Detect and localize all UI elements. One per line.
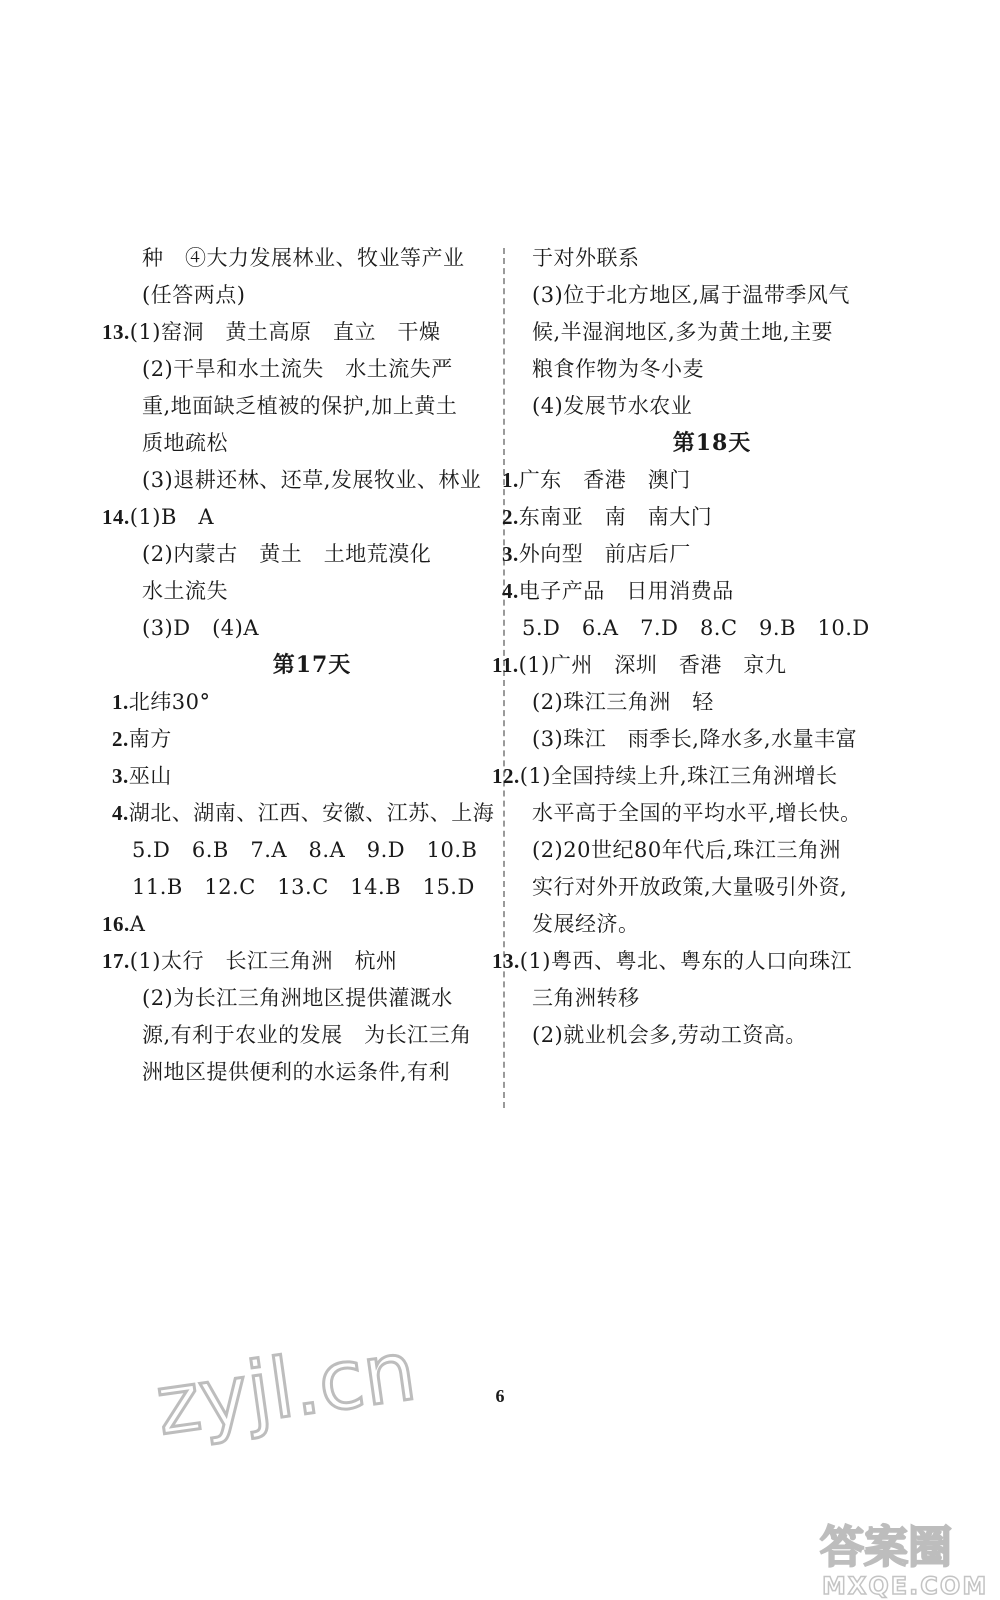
right-line bbox=[522, 388, 902, 425]
right-line bbox=[522, 1017, 902, 1054]
question-number: 13. bbox=[492, 949, 520, 973]
answer-text: 源,有利于农业的发展 为长江三角 bbox=[142, 1023, 472, 1047]
right-line bbox=[502, 499, 902, 536]
question-number: 13. bbox=[102, 320, 130, 344]
left-line bbox=[132, 869, 492, 906]
right-line bbox=[502, 536, 902, 573]
column-divider bbox=[503, 248, 505, 1108]
answer-text: 湖北、湖南、江西、安徽、江苏、上海 bbox=[128, 801, 495, 825]
right-line bbox=[522, 906, 902, 943]
answer-text: 种 ④大力发展林业、牧业等产业 bbox=[142, 246, 465, 270]
left-line bbox=[132, 462, 492, 499]
right-line bbox=[522, 314, 902, 351]
left-column bbox=[102, 240, 495, 1091]
watermark-corner-text: 答案圈 bbox=[820, 1522, 952, 1573]
right-line bbox=[522, 869, 902, 906]
left-line bbox=[102, 943, 492, 980]
left-line bbox=[132, 832, 492, 869]
left-line bbox=[132, 425, 492, 462]
answer-text: (2)就业机会多,劳动工资高。 bbox=[532, 1023, 807, 1047]
left-line bbox=[112, 795, 495, 832]
answer-text: 巫山 bbox=[128, 764, 172, 788]
answer-text: 11.B 12.C 13.C 14.B 15.D bbox=[132, 875, 475, 899]
left-line bbox=[132, 277, 492, 314]
answer-text: 于对外联系 bbox=[532, 246, 640, 270]
question-number: 14. bbox=[102, 505, 130, 529]
right-line bbox=[522, 980, 902, 1017]
section-title-day-17: 第17天 bbox=[272, 652, 352, 678]
answer-text: A bbox=[129, 912, 146, 936]
left-line bbox=[132, 388, 492, 425]
question-number: 12. bbox=[492, 764, 520, 788]
question-number: 3. bbox=[502, 542, 519, 566]
question-number: 11. bbox=[492, 653, 519, 677]
left-line bbox=[132, 980, 492, 1017]
right-line bbox=[492, 758, 902, 795]
left-line bbox=[102, 499, 492, 536]
answer-text: 电子产品 日用消费品 bbox=[518, 579, 734, 603]
question-number: 2. bbox=[112, 727, 129, 751]
left-line bbox=[132, 240, 492, 277]
answer-text: (1)B A bbox=[129, 505, 215, 529]
right-line bbox=[522, 610, 902, 647]
watermark-text: zyjl.cn bbox=[150, 1323, 422, 1454]
right-line bbox=[522, 832, 902, 869]
answer-text: (1)窑洞 黄土高原 直立 干燥 bbox=[129, 320, 441, 344]
answer-text: 广东 香港 澳门 bbox=[518, 468, 691, 492]
answer-text: 质地疏松 bbox=[142, 431, 228, 455]
section-title-day-18: 第18天 bbox=[672, 430, 752, 456]
answer-text: (1)太行 长江三角洲 杭州 bbox=[129, 949, 398, 973]
left-line bbox=[112, 758, 492, 795]
answer-text: (3)珠江 雨季长,降水多,水量丰富 bbox=[532, 727, 858, 751]
answer-text: (2)内蒙古 黄土 土地荒漠化 bbox=[142, 542, 432, 566]
left-line bbox=[132, 1054, 492, 1091]
left-line bbox=[112, 721, 492, 758]
answer-text: 发展经济。 bbox=[532, 912, 640, 936]
answer-text: (1)全国持续上升,珠江三角洲增长 bbox=[519, 764, 838, 788]
right-line bbox=[502, 573, 902, 610]
left-line bbox=[102, 906, 492, 943]
answer-text: 5.D 6.B 7.A 8.A 9.D 10.B bbox=[132, 838, 478, 862]
answer-text: 重,地面缺乏植被的保护,加上黄土 bbox=[142, 394, 458, 418]
answer-text: (3)位于北方地区,属于温带季风气 bbox=[532, 283, 850, 307]
answer-text: 北纬30° bbox=[128, 690, 211, 714]
right-line bbox=[522, 240, 902, 277]
right-line bbox=[492, 943, 902, 980]
watermark-logo-corner bbox=[816, 1512, 996, 1600]
answer-text: 南方 bbox=[128, 727, 172, 751]
right-line bbox=[492, 647, 902, 684]
question-number: 4. bbox=[502, 579, 519, 603]
right-line bbox=[522, 721, 902, 758]
answer-text: (2)为长江三角洲地区提供灌溉水 bbox=[142, 986, 453, 1010]
answer-text: 实行对外开放政策,大量吸引外资, bbox=[532, 875, 848, 899]
right-line bbox=[522, 351, 902, 388]
question-number: 4. bbox=[112, 801, 129, 825]
right-line bbox=[522, 795, 902, 832]
left-line bbox=[132, 351, 492, 388]
question-number: 17. bbox=[102, 949, 130, 973]
answer-text: 东南亚 南 南大门 bbox=[518, 505, 713, 529]
left-line bbox=[132, 1017, 492, 1054]
answer-text: 水土流失 bbox=[142, 579, 228, 603]
answer-text: (3)退耕还林、还草,发展牧业、林业 bbox=[142, 468, 482, 492]
right-column bbox=[492, 240, 902, 1054]
answer-text: 水平高于全国的平均水平,增长快。 bbox=[532, 801, 862, 825]
answer-text: (1)粤西、粤北、粤东的人口向珠江 bbox=[519, 949, 852, 973]
question-number: 16. bbox=[102, 912, 130, 936]
watermark-logo bbox=[150, 1318, 452, 1454]
left-line bbox=[112, 684, 492, 721]
page-number: 6 bbox=[495, 1386, 505, 1406]
answer-text: 候,半湿润地区,多为黄土地,主要 bbox=[532, 320, 834, 344]
right-line bbox=[522, 277, 902, 314]
left-line bbox=[132, 610, 492, 647]
answer-text: 外向型 前店后厂 bbox=[518, 542, 691, 566]
right-line bbox=[522, 684, 902, 721]
answer-text: (3)D (4)A bbox=[142, 616, 259, 640]
answer-text: (2)干旱和水土流失 水土流失严 bbox=[142, 357, 453, 381]
answer-text: (2)20世纪80年代后,珠江三角洲 bbox=[532, 838, 841, 862]
right-line bbox=[502, 462, 902, 499]
answer-text: 洲地区提供便利的水运条件,有利 bbox=[142, 1060, 451, 1084]
left-line bbox=[102, 314, 492, 351]
answer-text: 粮食作物为冬小麦 bbox=[532, 357, 704, 381]
answer-text: (2)珠江三角洲 轻 bbox=[532, 690, 714, 714]
watermark-corner-url: MXQE.COM bbox=[822, 1572, 989, 1600]
answer-text: 三角洲转移 bbox=[532, 986, 640, 1010]
question-number: 3. bbox=[112, 764, 129, 788]
answer-text: (任答两点) bbox=[142, 283, 246, 307]
left-line bbox=[132, 536, 492, 573]
answer-text: (1)广州 深圳 香港 京九 bbox=[518, 653, 787, 677]
answer-text: 5.D 6.A 7.D 8.C 9.B 10.D bbox=[522, 616, 870, 640]
left-line bbox=[132, 573, 492, 610]
question-number: 2. bbox=[502, 505, 519, 529]
question-number: 1. bbox=[112, 690, 129, 714]
answer-text: (4)发展节水农业 bbox=[532, 394, 693, 418]
question-number: 1. bbox=[502, 468, 519, 492]
